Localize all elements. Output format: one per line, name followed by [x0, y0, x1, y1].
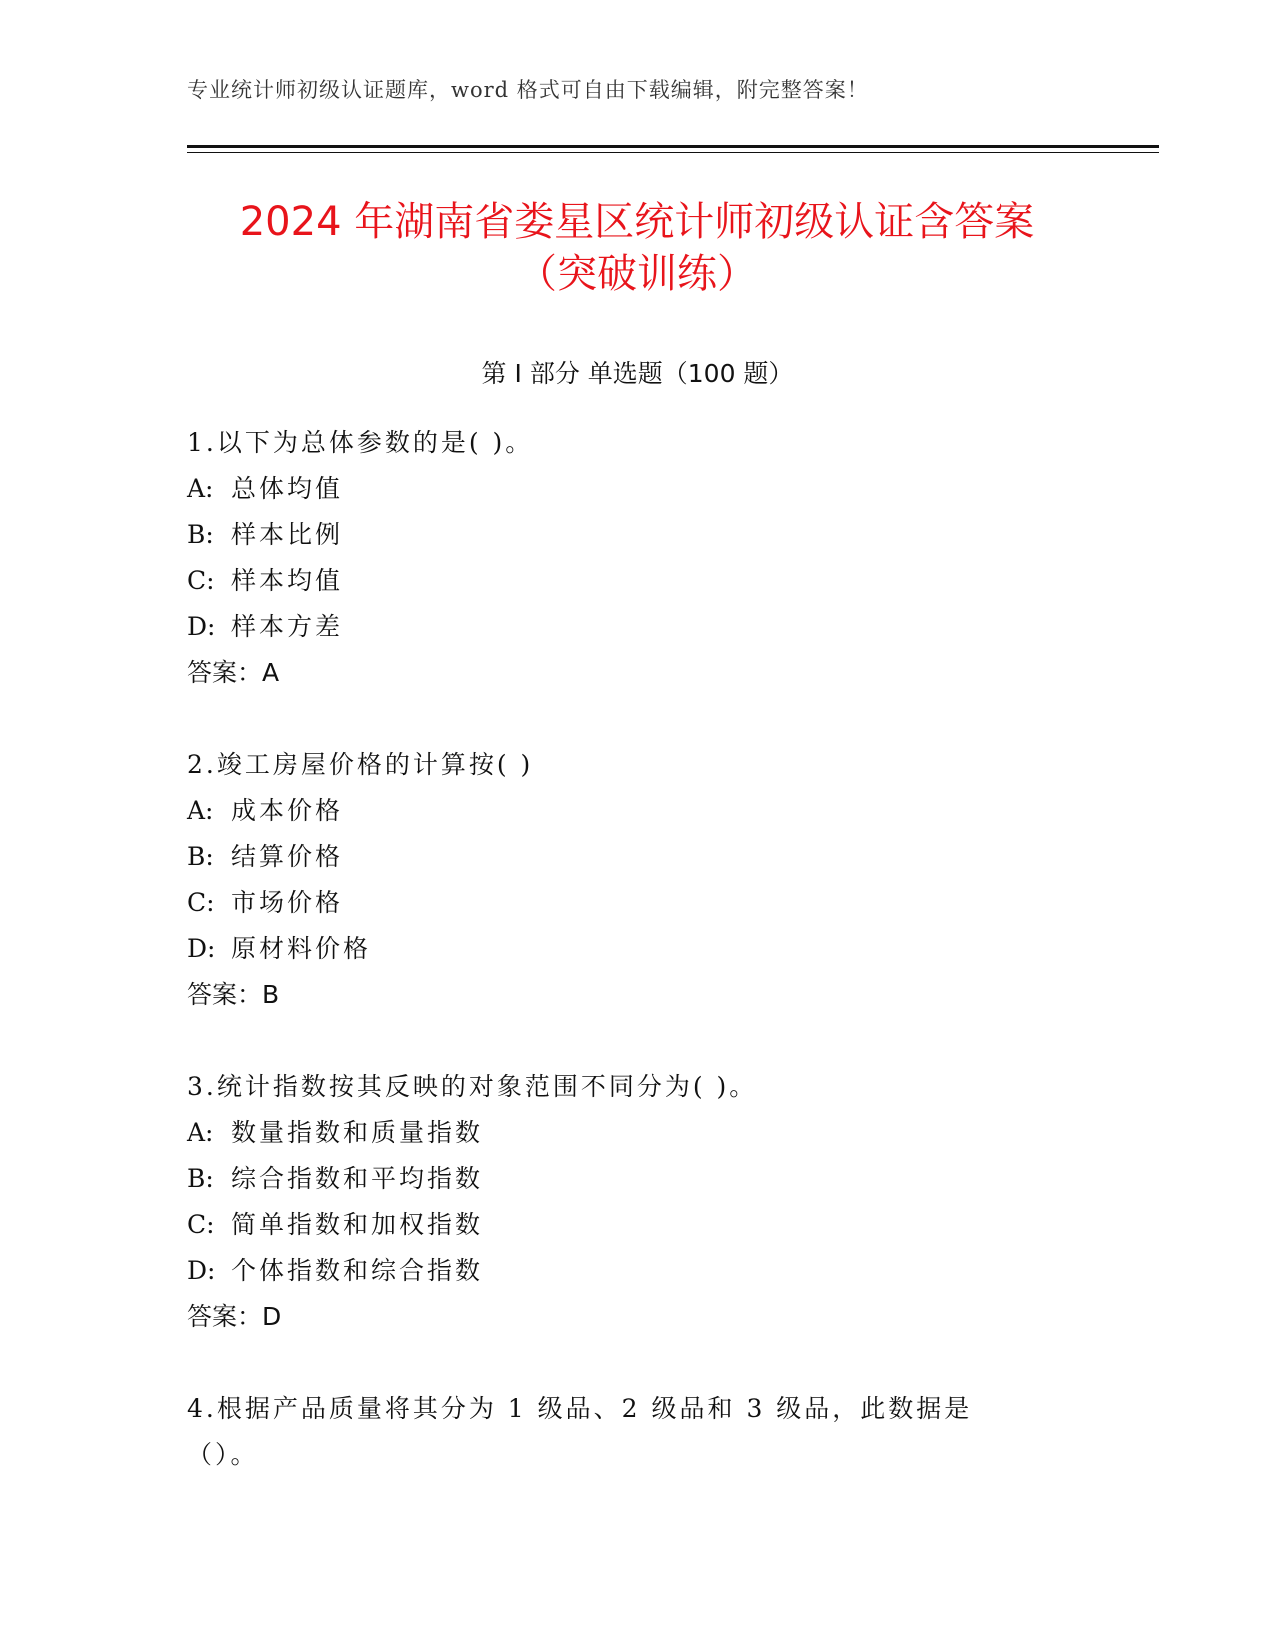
- title-line-1: 2024 年湖南省娄星区统计师初级认证含答案: [239, 199, 1035, 245]
- option-key: B:: [187, 520, 214, 549]
- document-title: [137, 196, 1137, 300]
- option-text: 样本均值: [231, 566, 344, 595]
- header-rule-thin: [187, 152, 1159, 153]
- question-stem: 2.竣工房屋价格的计算按( ): [187, 750, 534, 779]
- option-key: A:: [187, 796, 214, 825]
- option-a: [187, 788, 1067, 834]
- option-text: 数量指数和质量指数: [231, 1118, 484, 1147]
- option-a: [187, 1110, 1067, 1156]
- option-key: D:: [187, 1256, 216, 1285]
- option-key: B:: [187, 1164, 214, 1193]
- option-text: 简单指数和加权指数: [231, 1210, 484, 1239]
- option-a: [187, 466, 1067, 512]
- question-3: [187, 1064, 1067, 1340]
- option-c: [187, 558, 1067, 604]
- answer: 答案：D: [187, 1302, 282, 1331]
- option-d: [187, 604, 1067, 650]
- question-stem: 3.统计指数按其反映的对象范围不同分为( )。: [187, 1072, 758, 1101]
- option-text: 市场价格: [231, 888, 344, 917]
- option-key: A:: [187, 1118, 214, 1147]
- option-text: 原材料价格: [231, 934, 372, 963]
- question-2: [187, 742, 1067, 1018]
- answer: 答案：B: [187, 980, 280, 1009]
- option-text: 样本方差: [231, 612, 344, 641]
- option-c: [187, 1202, 1067, 1248]
- option-text: 结算价格: [231, 842, 344, 871]
- option-text: 个体指数和综合指数: [231, 1256, 484, 1285]
- option-d: [187, 926, 1067, 972]
- section-heading: 第 I 部分 单选题（100 题）: [481, 359, 794, 388]
- answer: 答案：A: [187, 658, 280, 687]
- option-text: 总体均值: [231, 474, 344, 503]
- option-b: [187, 834, 1067, 880]
- option-c: [187, 880, 1067, 926]
- header-rule-thick: [187, 145, 1159, 148]
- option-key: C:: [187, 1210, 215, 1239]
- option-key: B:: [187, 842, 214, 871]
- question-stem: 1.以下为总体参数的是( )。: [187, 428, 534, 457]
- option-key: A:: [187, 474, 214, 503]
- option-b: [187, 1156, 1067, 1202]
- question-stem: 4.根据产品质量将其分为 1 级品、2 级品和 3 级品，此数据是（）。: [187, 1394, 973, 1469]
- question-4: [187, 1386, 1067, 1478]
- title-line-2: （突破训练）: [517, 251, 757, 297]
- option-key: C:: [187, 888, 215, 917]
- option-key: D:: [187, 934, 216, 963]
- header-note: 专业统计师初级认证题库，word 格式可自由下载编辑，附完整答案！: [187, 78, 869, 102]
- option-text: 综合指数和平均指数: [231, 1164, 484, 1193]
- option-text: 成本价格: [231, 796, 344, 825]
- option-key: D:: [187, 612, 216, 641]
- option-text: 样本比例: [231, 520, 344, 549]
- option-d: [187, 1248, 1067, 1294]
- option-key: C:: [187, 566, 215, 595]
- option-b: [187, 512, 1067, 558]
- question-1: [187, 420, 1067, 696]
